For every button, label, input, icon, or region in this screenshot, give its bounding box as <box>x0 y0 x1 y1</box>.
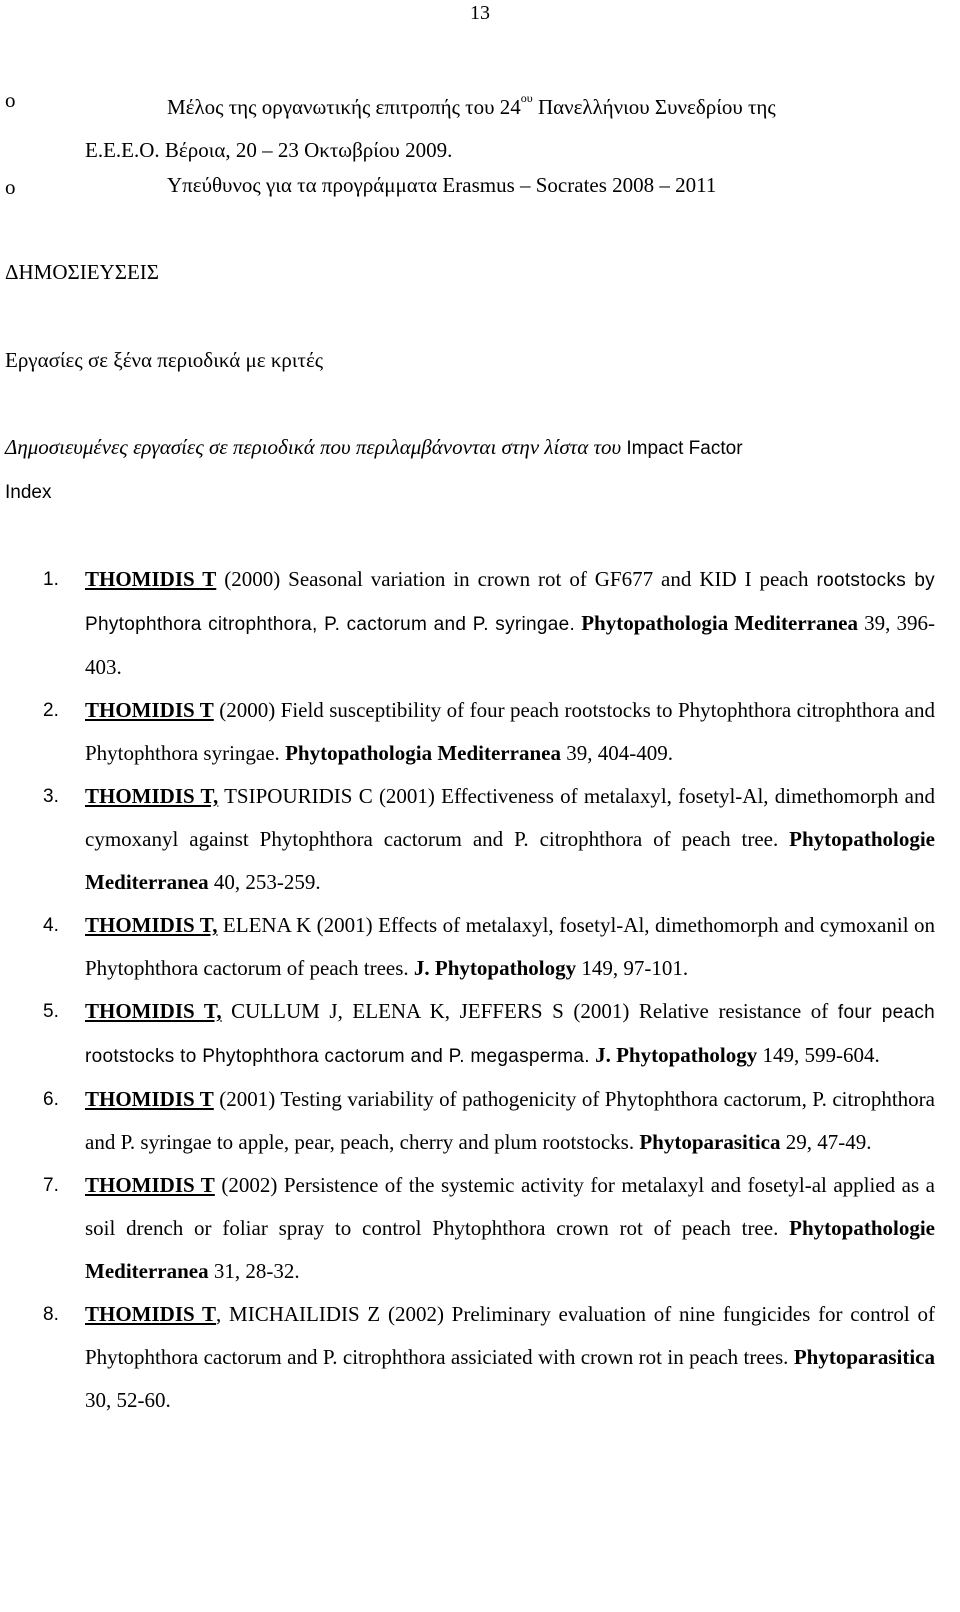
publication-journal: Phytoparasitica <box>634 1130 781 1154</box>
page-number: 13 <box>470 2 490 24</box>
publication-text: (2000) Seasonal variation in crown rot of GF677 and KID I peach <box>216 567 817 591</box>
publication-pages: 29, 47-49. <box>780 1130 872 1154</box>
bullet-item-erasmus <box>85 164 935 207</box>
publication-journal: J. Phytopathology <box>589 1043 758 1067</box>
publication-pages: 149, 97-101. <box>576 956 689 980</box>
publication-journal: Phytopathologia Mediterranea <box>575 611 858 635</box>
publication-item <box>0 1164 960 1293</box>
bullet-marker: o <box>5 175 16 199</box>
bullet-text: Μέλος της οργανωτικής επιτροπής του 24 <box>167 95 521 119</box>
publication-author: THOMIDIS T <box>85 1087 214 1111</box>
publication-item <box>0 904 960 990</box>
publication-journal: J. Phytopathology <box>408 956 577 980</box>
publication-item <box>0 558 960 689</box>
publication-text: (2000) Field susceptibility of four peach rootstocks to Phytophthora citrophthora and Phytophthora syringae. <box>85 698 935 765</box>
publication-text: (2002) Persistence of the systemic activity for metalaxyl and fosetyl-al applied as a soil drench or foliar spray to control Phytophthora crown rot of peach tree. <box>85 1173 935 1240</box>
publication-author: THOMIDIS T <box>85 567 217 591</box>
publication-pages: 39, 396-403. <box>85 611 935 679</box>
intro-paragraph <box>5 426 935 514</box>
publication-text-sans: rootstocks by Phytophthora citrophthora, P. cactorum and P. syringae. <box>85 570 935 635</box>
publication-list <box>0 558 960 1422</box>
publication-number: 8. <box>43 1304 59 1325</box>
publication-item <box>0 1293 960 1422</box>
publication-text: ELENA K (2001) Effects of metalaxyl, fosetyl-Al, dimethomorph and cymoxanil on Phytophthora cactorum of peach trees. <box>85 913 935 980</box>
publication-author: THOMIDIS T, <box>85 784 219 808</box>
publication-author: THOMIDIS T, <box>85 999 222 1023</box>
publication-number: 6. <box>43 1089 59 1110</box>
publication-item <box>0 990 960 1078</box>
publication-pages: 31, 28-32. <box>208 1259 300 1283</box>
bullet-text-tail: Πανελλήνιου Συνεδρίου της <box>532 95 776 119</box>
publication-text-sans: four peach rootstocks to Phytophthora cactorum and P. megasperma. <box>85 1002 936 1067</box>
publication-author: THOMIDIS T <box>85 1302 217 1326</box>
publication-text: , MICHAILIDIS Z (2002) Preliminary evaluation of nine fungicides for control of Phytophthora cactorum and P. citrophthora assiciated with crown rot in peach trees. <box>85 1302 935 1369</box>
subsection-heading: Εργασίες σε ξένα περιοδικά με κριτές <box>5 348 324 372</box>
publication-journal: Phytoparasitica <box>788 1345 935 1369</box>
publication-author: THOMIDIS T, <box>85 913 218 937</box>
publication-item <box>0 1078 960 1164</box>
publication-pages: 149, 599-604. <box>757 1043 880 1067</box>
publication-item <box>0 775 960 904</box>
publication-number: 7. <box>43 1175 59 1196</box>
publication-item <box>0 689 960 775</box>
publication-pages: 40, 253-259. <box>208 870 321 894</box>
publication-journal: Phytopathologie Mediterranea <box>85 827 935 894</box>
publication-number: 5. <box>43 1001 59 1022</box>
publication-number: 4. <box>43 915 59 936</box>
publication-author: THOMIDIS T <box>85 1173 215 1197</box>
publication-pages: 30, 52-60. <box>85 1388 171 1412</box>
intro-italic: Δημοσιευμένες εργασίες σε περιοδικά που περιλαμβάνονται στην λίστα του <box>5 435 622 459</box>
publication-text: (2001) Testing variability of pathogenicity of Phytophthora cactorum, P. citrophthora and P. syringae to apple, pear, peach, cherry and plum rootstocks. <box>85 1087 935 1154</box>
superscript: ου <box>520 91 533 105</box>
bullet-text: Υπεύθυνος για τα προγράμματα Erasmus – Socrates 2008 – 2011 <box>167 173 717 197</box>
publication-number: 2. <box>43 700 59 721</box>
intro-line2: Index <box>5 482 52 503</box>
bullet-item-committee <box>85 77 935 172</box>
publication-author: THOMIDIS T <box>85 698 214 722</box>
publication-pages: 39, 404-409. <box>560 741 673 765</box>
bullet-marker: o <box>5 88 16 112</box>
publication-number: 1. <box>43 569 59 590</box>
publication-number: 3. <box>43 786 59 807</box>
publication-text: TSIPOURIDIS C (2001) Effectiveness of metalaxyl, fosetyl-Al, dimethomorph and cymoxanyl against Phytophthora cactorum and P. citrophthora of peach tree. <box>85 784 935 851</box>
publication-text: CULLUM J, ELENA K, JEFFERS S (2001) Relative resistance of <box>221 999 838 1023</box>
publication-journal: Phytopathologia Mediterranea <box>279 741 561 765</box>
intro-tail: Impact Factor <box>626 438 743 459</box>
section-heading: ΔΗΜΟΣΙΕΥΣΕΙΣ <box>5 260 159 284</box>
bullet-text-line2: Ε.Ε.Ε.Ο. Βέροια, 20 – 23 Οκτωβρίου 2009. <box>85 138 453 162</box>
publication-journal: Phytopathologie Mediterranea <box>85 1216 935 1283</box>
